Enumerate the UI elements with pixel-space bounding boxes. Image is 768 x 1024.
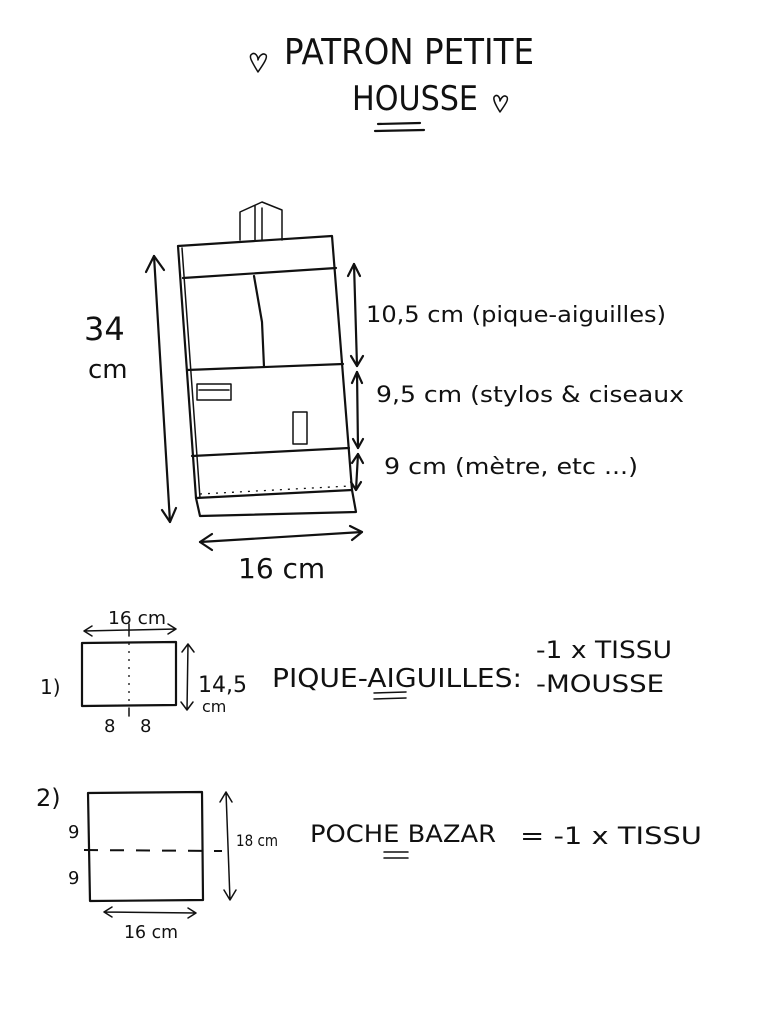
section-label-bottom: 9 cm (mètre, etc ...) <box>384 455 638 480</box>
width-label: 16 cm <box>238 552 326 585</box>
piece-1-number: 1) <box>40 675 61 699</box>
piece-1-height-unit: cm <box>202 697 227 716</box>
section-arrow <box>351 454 363 490</box>
section-divider <box>192 448 349 456</box>
pen-sketch <box>293 412 307 444</box>
piece-2-height-label: 18 cm <box>236 831 278 850</box>
piece-1-name <box>272 664 522 694</box>
stitch-line <box>200 486 350 494</box>
section-divider <box>183 268 336 278</box>
piece-2-foldline <box>84 850 222 851</box>
height-unit: cm <box>88 355 128 385</box>
piece-1-name-part1: PIQUE- <box>272 664 361 694</box>
piece-1-name-part2: AIGUILLES: <box>367 664 511 694</box>
pocket-split <box>254 276 264 367</box>
piece-2-top-half: 9 <box>68 822 80 843</box>
title-line1: PATRON PETITE <box>284 32 534 73</box>
piece-1-half-left: 8 <box>104 716 116 737</box>
piece-1-material-fabric: -1 x TISSU <box>536 636 672 664</box>
height-arrow <box>146 256 176 522</box>
case-drawing <box>84 202 684 585</box>
width-arrow <box>200 526 362 550</box>
piece-1-name-underline <box>374 692 406 693</box>
piece-2-number: 2) <box>36 784 61 812</box>
piece-2-height-arrow <box>220 792 236 900</box>
title-line2: HOUSSE <box>352 79 478 119</box>
piece-2-material: = -1 x TISSU <box>520 822 702 850</box>
piece-1-material-foam: -MOUSSE <box>536 670 664 698</box>
section-label-middle: 9,5 cm (stylos & ciseaux <box>376 383 684 408</box>
inner-left-edge <box>182 248 200 498</box>
title-underline <box>375 130 424 131</box>
section-label-top: 10,5 cm (pique-aiguilles) <box>366 303 666 328</box>
heart-icon <box>494 95 508 112</box>
section-arrow <box>348 264 363 366</box>
piece-2 <box>36 784 702 943</box>
piece-2-bottom-half: 9 <box>68 868 80 889</box>
piece-1-width-label: 16 cm <box>108 608 166 629</box>
piece-1-height-value: 14,5 <box>198 673 247 698</box>
piece-2-width-arrow <box>104 907 196 918</box>
title-underline <box>378 123 420 124</box>
piece-2-rectangle <box>88 792 203 901</box>
section-arrow <box>352 372 363 448</box>
piece-2-width-label: 16 cm <box>124 922 178 943</box>
piece-1-height-arrow <box>181 644 194 710</box>
title-block <box>250 32 534 131</box>
piece-1-name-underline <box>374 698 406 699</box>
scissors-sketch <box>197 384 231 400</box>
height-value: 34 <box>84 310 125 348</box>
piece-2-name: POCHE BAZAR <box>310 820 496 848</box>
heart-icon <box>250 53 266 72</box>
piece-1 <box>40 608 672 737</box>
piece-1-half-right: 8 <box>140 716 152 737</box>
top-tab <box>240 202 282 240</box>
